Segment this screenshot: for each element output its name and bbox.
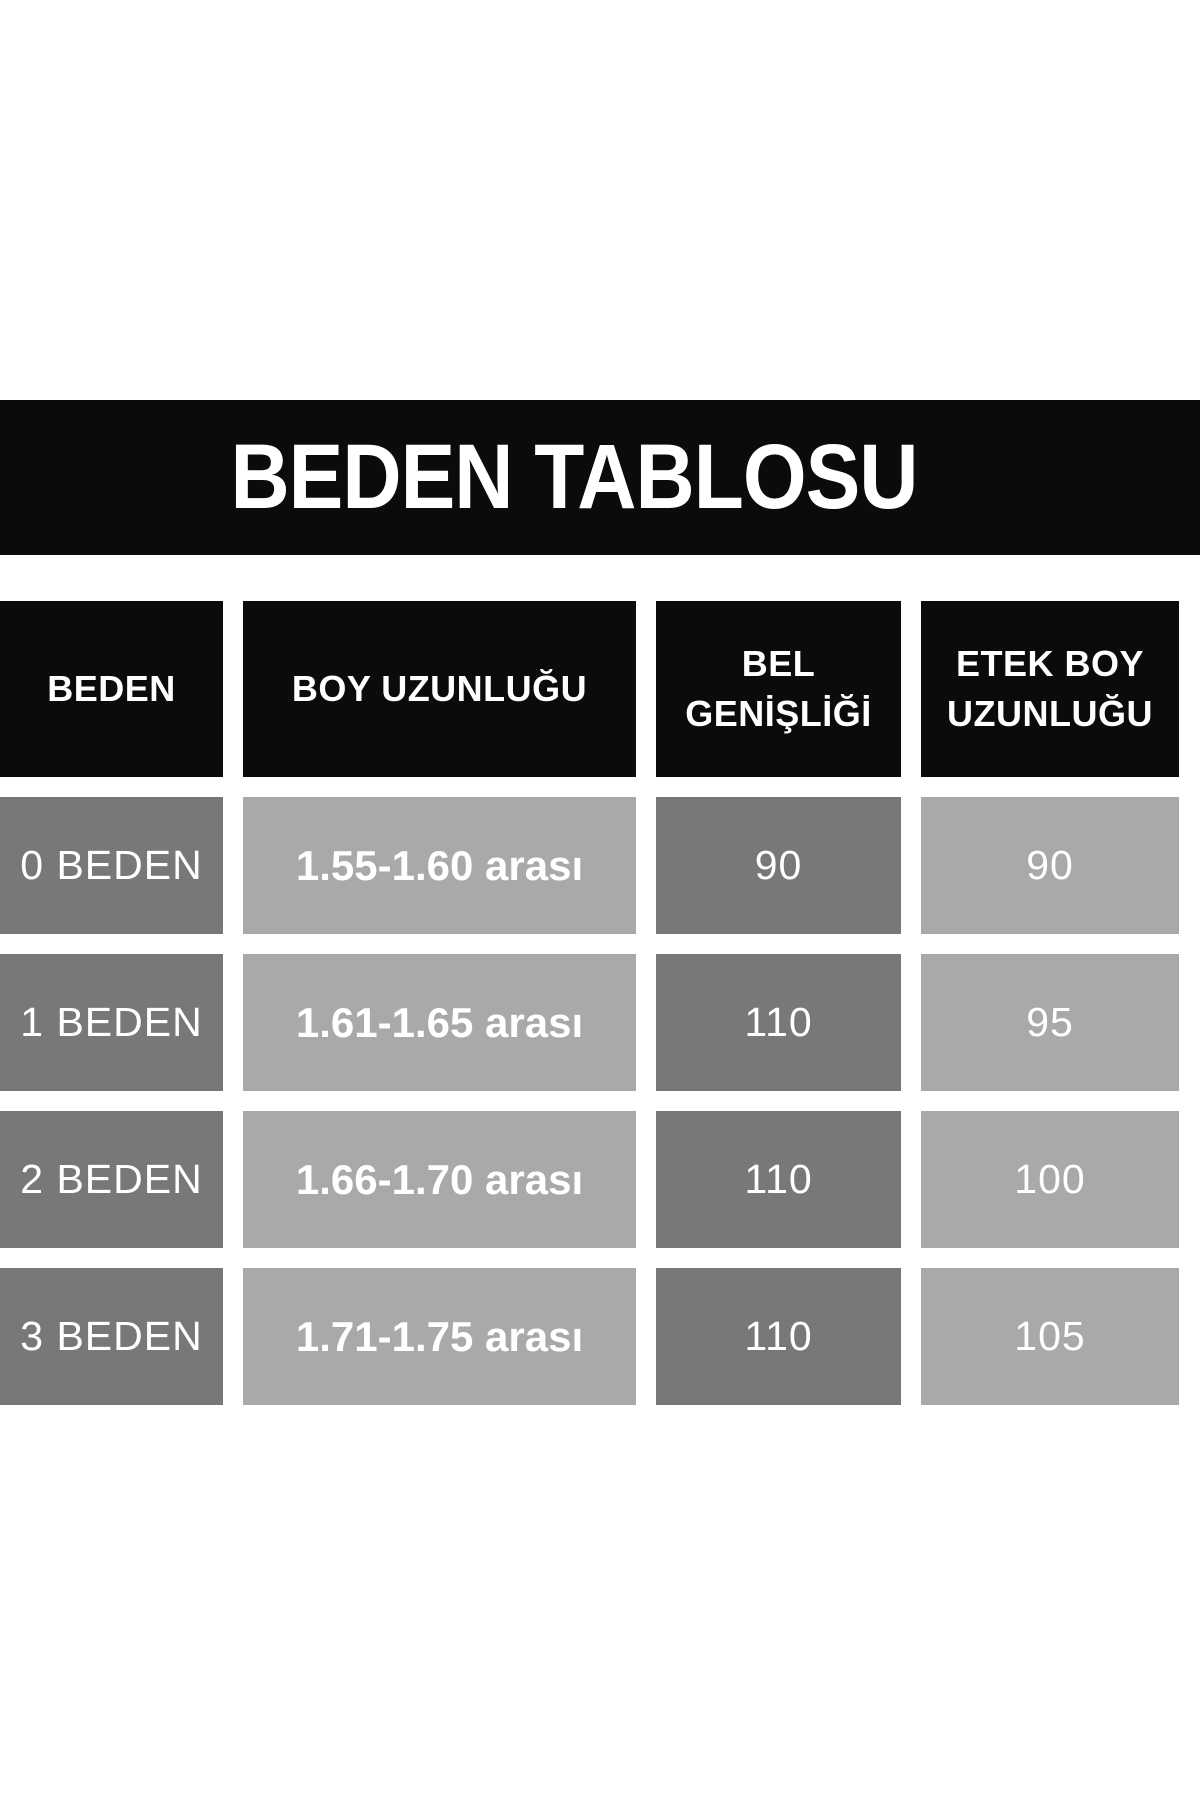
cell-size-0-beden: 0 BEDEN [0,797,223,934]
cell-size-3-bel: 110 [656,1268,901,1405]
cell-size-3-etek: 105 [921,1268,1179,1405]
column-header-line: BEDEN [47,668,176,710]
cell-size-3-boy: 1.71-1.75 arası [243,1268,636,1405]
cell-size-2-bel: 110 [656,1111,901,1248]
column-header-boy-uzunlugu [243,601,636,777]
cell-size-0-etek: 90 [921,797,1179,934]
cell-size-2-boy: 1.66-1.70 arası [243,1111,636,1248]
page-title: BEDEN TABLOSU [230,425,918,528]
column-header-line: GENİŞLİĞİ [685,693,872,734]
column-header-line: UZUNLUĞU [947,693,1153,734]
cell-size-0-bel: 90 [656,797,901,934]
cell-size-0-boy: 1.55-1.60 arası [243,797,636,934]
cell-size-1-boy: 1.61-1.65 arası [243,954,636,1091]
column-header-line: BOY UZUNLUĞU [291,668,588,710]
cell-size-1-beden: 1 BEDEN [0,954,223,1091]
title-banner [0,400,1200,555]
column-header-line: BEL [741,643,816,685]
column-header-line: ETEK BOY [955,643,1145,685]
column-header-bel-genisligi [656,601,901,777]
size-table [0,601,1179,1405]
column-header-beden [0,601,223,777]
cell-size-1-bel: 110 [656,954,901,1091]
cell-size-3-beden: 3 BEDEN [0,1268,223,1405]
cell-size-1-etek: 95 [921,954,1179,1091]
column-header-etek-boy-uzunlugu [921,601,1179,777]
cell-size-2-etek: 100 [921,1111,1179,1248]
cell-size-2-beden: 2 BEDEN [0,1111,223,1248]
